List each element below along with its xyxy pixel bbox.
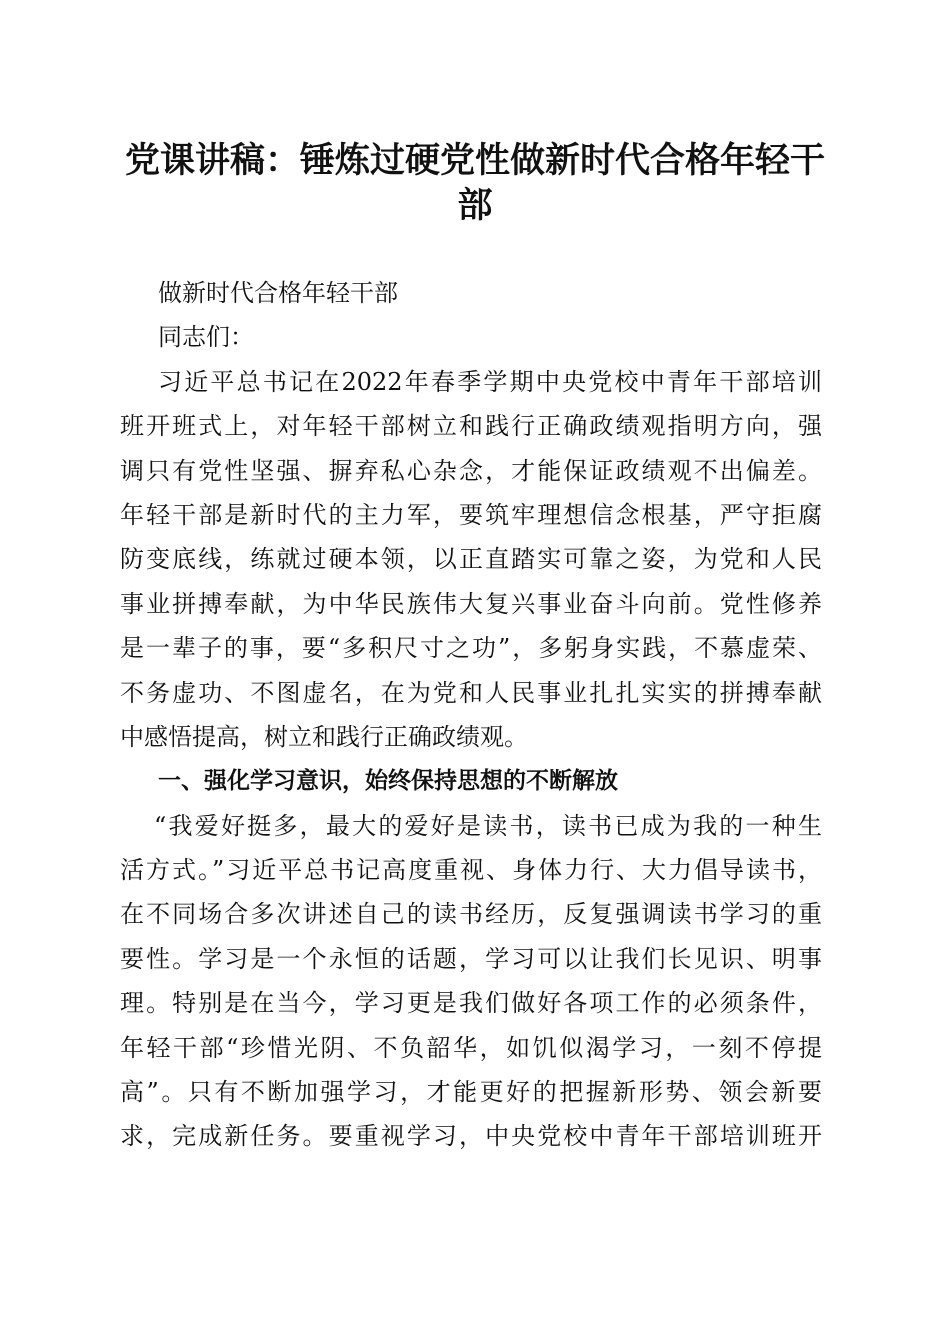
paragraph-line: 事业拼搏奉献，为中华民族伟大复兴事业奋斗向前。党性修养 xyxy=(120,589,822,618)
paragraph-line: 理。特别是在当今，学习更是我们做好各项工作的必须条件， xyxy=(120,989,822,1018)
paragraph-line: 是一辈子的事，要“多积尺寸之功”，多躬身实践，不慕虚荣、 xyxy=(120,634,822,663)
document-title-line-1: 党课讲稿：锤炼过硬党性做新时代合格年轻干 xyxy=(124,140,825,181)
paragraph-line: 要性。学习是一个永恒的话题，学习可以让我们长见识、明事 xyxy=(120,944,822,973)
document-title-line-2: 部 xyxy=(457,185,493,226)
paragraph-line: 高”。只有不断加强学习，才能更好的把握新形势、领会新要 xyxy=(120,1078,822,1107)
paragraph-line: 在不同场合多次讲述自己的读书经历，反复强调读书学习的重 xyxy=(120,900,822,929)
salutation: 同志们： xyxy=(158,323,254,352)
paragraph-line: 年轻干部“珍惜光阴、不负韶华，如饥似渴学习，一刻不停提 xyxy=(120,1033,822,1062)
paragraph-line: 班开班式上，对年轻干部树立和践行正确政绩观指明方向，强 xyxy=(120,412,822,441)
paragraph-line: 年轻干部是新时代的主力军，要筑牢理想信念根基，严守拒腐 xyxy=(120,500,822,529)
paragraph-line: 习近平总书记在2022年春季学期中央党校中青年干部培训 xyxy=(158,367,822,396)
paragraph-line: 调只有党性坚强、摒弃私心杂念，才能保证政绩观不出偏差。 xyxy=(120,456,822,485)
paragraph-line: 求，完成新任务。要重视学习，中央党校中青年干部培训班开 xyxy=(120,1122,822,1151)
paragraph-line: 防变底线，练就过硬本领，以正直踏实可靠之姿，为党和人民 xyxy=(120,545,822,574)
paragraph-line: 不务虚功、不图虚名，在为党和人民事业扎扎实实的拼搏奉献 xyxy=(120,678,822,707)
paragraph-line: “我爱好挺多，最大的爱好是读书，读书已成为我的一种生 xyxy=(154,811,822,840)
section-heading: 一、强化学习意识，始终保持思想的不断解放 xyxy=(158,768,618,795)
paragraph-line: 中感悟提高，树立和践行正确政绩观。 xyxy=(120,722,528,751)
subtitle: 做新时代合格年轻干部 xyxy=(158,279,398,307)
paragraph-line: 活方式。”习近平总书记高度重视、身体力行、大力倡导读书， xyxy=(120,856,822,885)
document-body xyxy=(120,271,822,1159)
